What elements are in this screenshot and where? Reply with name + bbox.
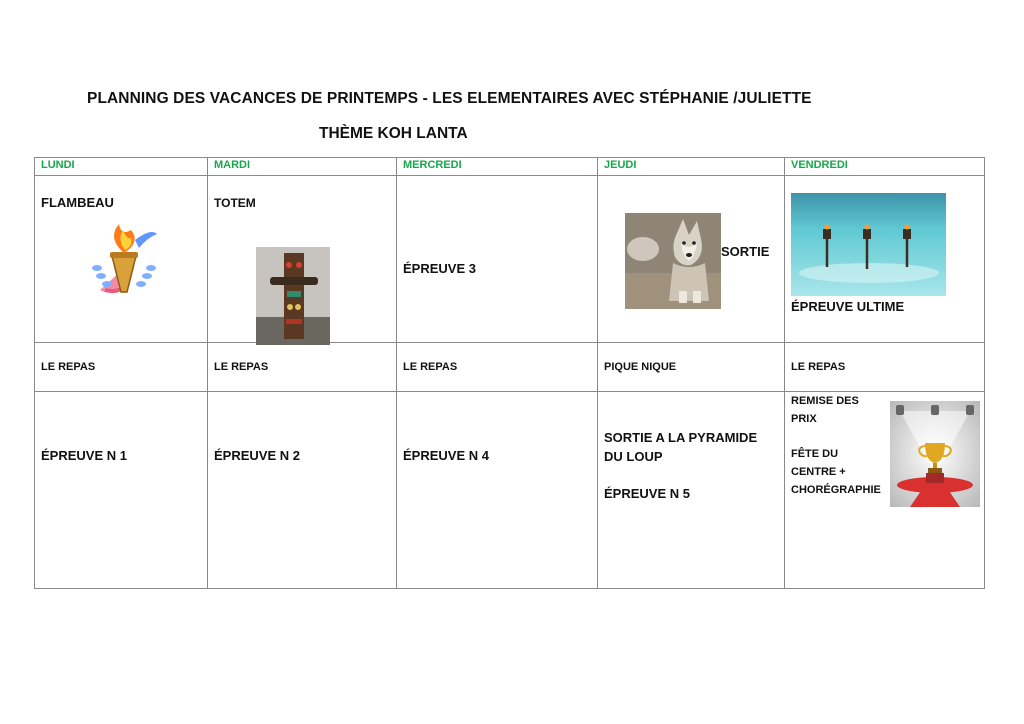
afternoon-jeudi-cell bbox=[598, 392, 785, 589]
afternoon-vendredi-line5: CHORÉGRAPHIE bbox=[791, 484, 881, 496]
morning-mercredi-label: ÉPREUVE 3 bbox=[403, 261, 476, 276]
morning-row bbox=[35, 176, 985, 343]
morning-lundi-cell bbox=[35, 176, 208, 343]
afternoon-jeudi-line2: DU LOUP bbox=[604, 449, 663, 464]
day-header-row bbox=[35, 158, 985, 176]
afternoon-vendredi-line3: FÊTE DU bbox=[791, 448, 839, 460]
day-header-mercredi: MERCREDI bbox=[397, 158, 598, 176]
afternoon-vendredi-line2: PRIX bbox=[791, 413, 817, 425]
page-subtitle: THÈME KOH LANTA bbox=[319, 125, 468, 142]
lunch-vendredi-label: LE REPAS bbox=[791, 361, 846, 373]
morning-jeudi-cell bbox=[598, 176, 785, 343]
planning-table bbox=[34, 157, 985, 589]
afternoon-mardi-label: ÉPREUVE N 2 bbox=[214, 448, 300, 463]
morning-vendredi-cell bbox=[785, 176, 985, 343]
afternoon-vendredi-cell bbox=[785, 392, 985, 589]
morning-mardi-cell bbox=[208, 176, 397, 343]
lunch-jeudi-cell bbox=[598, 343, 785, 392]
afternoon-row bbox=[35, 392, 985, 589]
afternoon-jeudi-line1: SORTIE A LA PYRAMIDE bbox=[604, 430, 758, 445]
lunch-lundi-label: LE REPAS bbox=[41, 361, 96, 373]
afternoon-jeudi-line3: ÉPREUVE N 5 bbox=[604, 486, 690, 501]
lunch-mardi-label: LE REPAS bbox=[214, 361, 269, 373]
day-header-lundi: LUNDI bbox=[35, 158, 208, 176]
afternoon-vendredi-line1: REMISE DES bbox=[791, 395, 859, 407]
afternoon-mardi-cell bbox=[208, 392, 397, 589]
totem-photo bbox=[256, 247, 330, 345]
morning-jeudi-label: SORTIE bbox=[721, 244, 770, 259]
lunch-vendredi-cell bbox=[785, 343, 985, 392]
afternoon-mercredi-cell bbox=[397, 392, 598, 589]
afternoon-vendredi-line4: CENTRE + bbox=[791, 466, 846, 478]
day-header-vendredi: VENDREDI bbox=[785, 158, 985, 176]
lunch-jeudi-label: PIQUE NIQUE bbox=[604, 361, 677, 373]
wolf-photo bbox=[625, 213, 721, 309]
morning-mercredi-cell bbox=[397, 176, 598, 343]
day-header-jeudi: JEUDI bbox=[598, 158, 785, 176]
page-title: PLANNING DES VACANCES DE PRINTEMPS - LES ELEMENTAIRES AVEC STÉPHANIE /JULIETTE bbox=[87, 90, 812, 107]
afternoon-mercredi-label: ÉPREUVE N 4 bbox=[403, 448, 489, 463]
lunch-mercredi-label: LE REPAS bbox=[403, 361, 458, 373]
lunch-lundi-cell bbox=[35, 343, 208, 392]
lunch-mardi-cell bbox=[208, 343, 397, 392]
morning-lundi-label: FLAMBEAU bbox=[41, 195, 114, 210]
lunch-row bbox=[35, 343, 985, 392]
morning-mardi-label: TOTEM bbox=[214, 196, 256, 210]
lagoon-torches-photo bbox=[791, 193, 946, 296]
torch-icon bbox=[65, 220, 195, 302]
lunch-mercredi-cell bbox=[397, 343, 598, 392]
morning-vendredi-label: ÉPREUVE ULTIME bbox=[791, 299, 905, 314]
afternoon-lundi-cell bbox=[35, 392, 208, 589]
afternoon-lundi-label: ÉPREUVE N 1 bbox=[41, 448, 127, 463]
day-header-mardi: MARDI bbox=[208, 158, 397, 176]
trophy-podium-icon bbox=[890, 401, 980, 507]
